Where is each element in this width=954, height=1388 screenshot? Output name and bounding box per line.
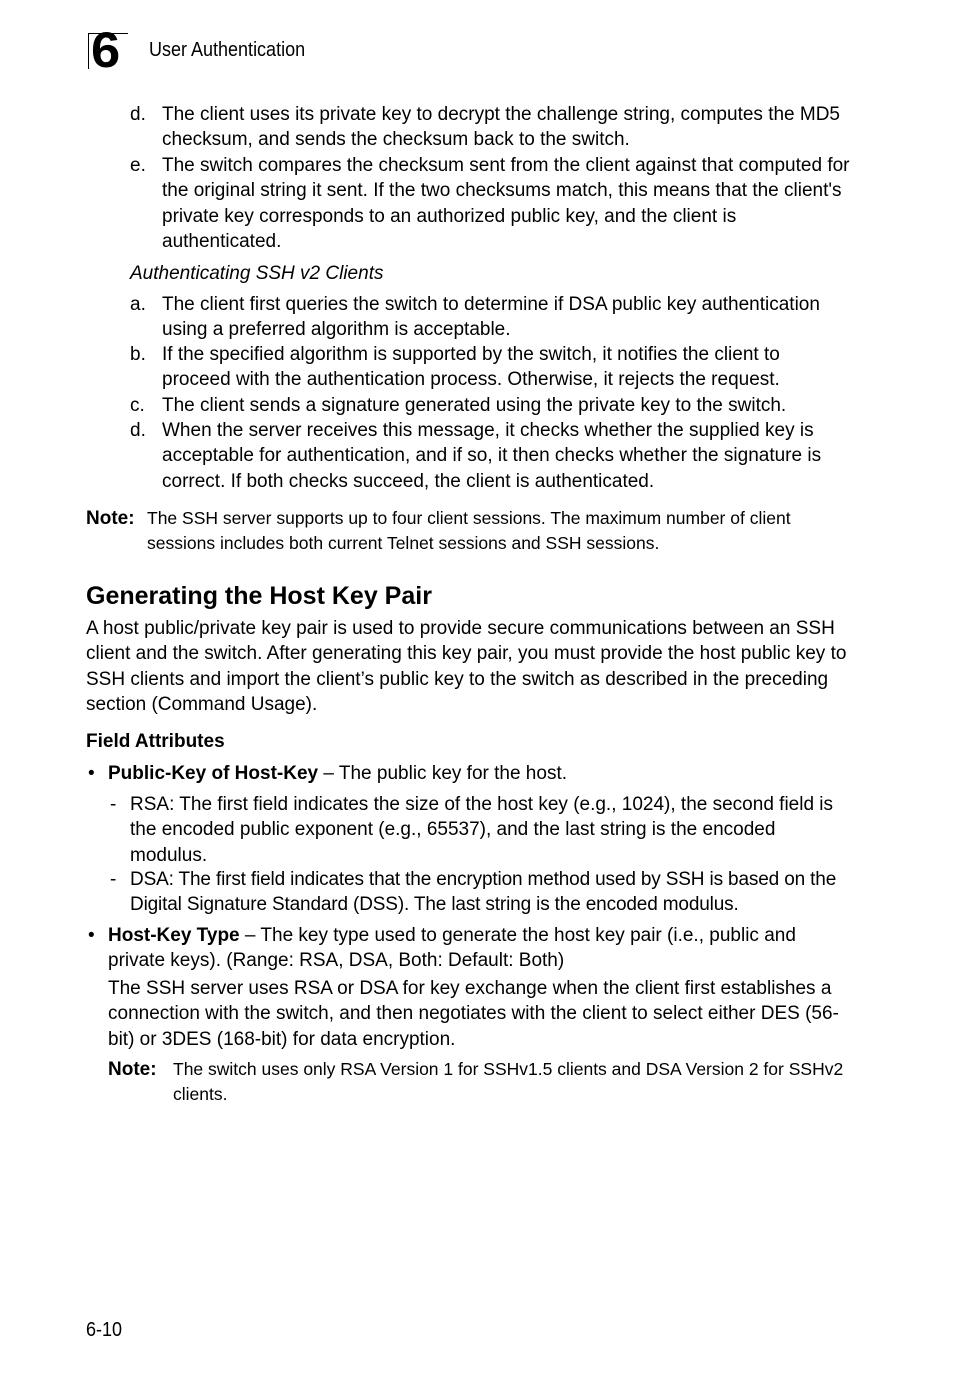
subsection-heading: Authenticating SSH v2 Clients [130, 263, 384, 284]
list-marker: d. [130, 104, 146, 125]
list-item: The client first queries the switch to determine if DSA public key authentication using a preferred algorithm is acceptable. [162, 294, 820, 341]
list-item: The switch compares the checksum sent from the client against that computed for the original string it sent. If the two checksums match, this means that the client's private key corresponds to an authorized public key, and the client is authenticated. [162, 155, 850, 253]
section-intro-paragraph: A host public/private key pair is used to provide secure communications between an SSH client and the switch. After generating this key pair, you must provide the host public key to SSH clients and import the client’s public key to the switch as described in the preceding section (Command Usage). [86, 618, 847, 716]
dash-marker: - [110, 869, 117, 890]
note-label: Note: [108, 1059, 157, 1080]
list-marker: b. [130, 344, 146, 365]
page-number: 6-10 [86, 1319, 123, 1341]
list-marker: c. [130, 395, 145, 416]
attribute-item [108, 923, 848, 974]
attribute-description: – The key type used to generate the host key pair (i.e., public and private keys). (Range: RSA, DSA, Both: Default: Both) [108, 925, 796, 972]
field-attributes-heading: Field Attributes [86, 731, 225, 752]
attribute-description: – The public key for the host. [318, 763, 567, 784]
chapter-number: 6 [91, 22, 120, 78]
note-label: Note: [86, 508, 135, 529]
running-header-title: User Authentication [149, 39, 306, 61]
note-text: The switch uses only RSA Version 1 for SSHv1.5 clients and DSA Version 2 for SSHv2 clients. [173, 1059, 844, 1104]
attribute-paragraph: The SSH server uses RSA or DSA for key exchange when the client first establishes a connection with the switch, and then negotiates with the client to select either DES (56-bit) or 3DES (168-bit) for data encryption. [108, 978, 839, 1050]
list-marker: a. [130, 294, 146, 315]
list-marker: e. [130, 155, 146, 176]
sub-list-item: RSA: The first field indicates the size of the host key (e.g., 1024), the second field is the encoded public exponent (e.g., 65537), and the last string is the encoded modulus. [130, 794, 834, 866]
attribute-item [108, 761, 848, 786]
list-item: If the specified algorithm is supported by the switch, it notifies the client to proceed with the authentication process. Otherwise, it rejects the request. [162, 344, 780, 391]
list-marker: d. [130, 420, 146, 441]
bullet: • [88, 925, 95, 946]
note-text: The SSH server supports up to four client sessions. The maximum number of client sessions includes both current Telnet sessions and SSH sessions. [147, 508, 791, 553]
sub-list-item: DSA: The first field indicates that the encryption method used by SSH is based on the Digital Signature Standard (DSS). The last string is the encoded modulus. [130, 869, 837, 916]
attribute-name: Host-Key Type [108, 925, 240, 946]
section-heading: Generating the Host Key Pair [86, 582, 432, 610]
bullet: • [88, 763, 95, 784]
list-item: When the server receives this message, it checks whether the supplied key is acceptable for authentication, and if so, it then checks whether the signature is correct. If both checks succeed, the client is authenticated. [162, 420, 822, 492]
dash-marker: - [110, 794, 117, 815]
attribute-name: Public-Key of Host-Key [108, 763, 319, 784]
list-item: The client uses its private key to decrypt the challenge string, computes the MD5 checksum, and sends the checksum back to the switch. [162, 104, 840, 151]
list-item: The client sends a signature generated using the private key to the switch. [162, 395, 787, 416]
